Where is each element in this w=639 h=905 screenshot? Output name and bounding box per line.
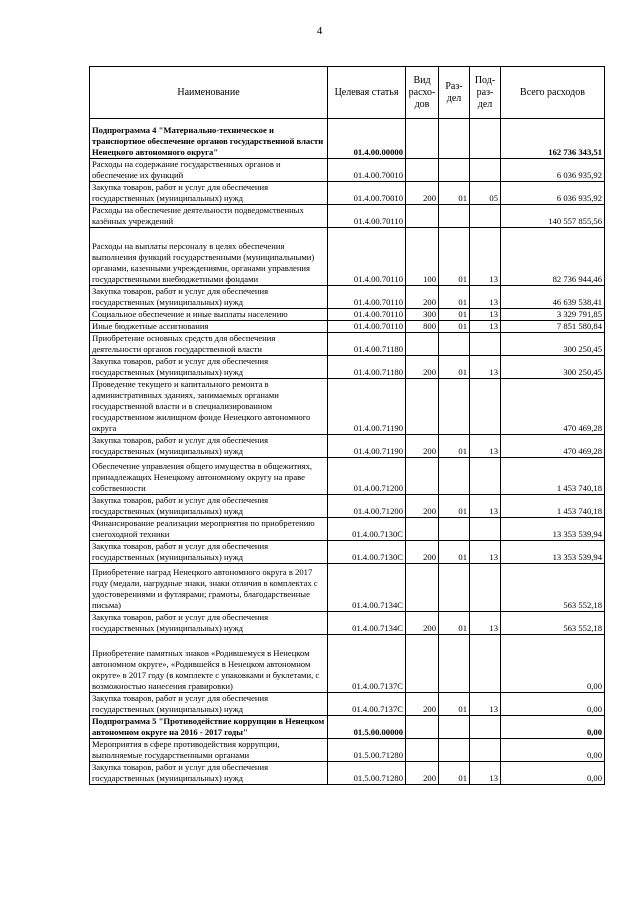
- cell-podrazdel: [470, 518, 501, 541]
- cell-total: 6 036 935,92: [501, 182, 605, 205]
- cell-vid: [406, 518, 439, 541]
- cell-total: 13 353 539,94: [501, 541, 605, 564]
- table-row: [90, 228, 605, 286]
- cell-name: Подпрограмма 5 "Противодействие коррупции в Ненецком автономном округе на 2016 - 2017 годы": [90, 716, 328, 739]
- cell-name: Социальное обеспечение и иные выплаты населению: [90, 309, 328, 321]
- cell-name: Закупка товаров, работ и услуг для обеспечения государственных (муниципальных) нужд: [90, 612, 328, 635]
- cell-vid: [406, 379, 439, 435]
- cell-code: 01.4.00.00000: [328, 119, 406, 159]
- cell-podrazdel: 05: [470, 182, 501, 205]
- cell-podrazdel: [470, 379, 501, 435]
- cell-razdel: [439, 635, 470, 693]
- cell-code: 01.5.00.71280: [328, 739, 406, 762]
- cell-total: 7 851 580,84: [501, 321, 605, 333]
- table-row: [90, 321, 605, 333]
- header-code: Целевая статья: [328, 67, 406, 119]
- cell-vid: [406, 159, 439, 182]
- cell-vid: 200: [406, 693, 439, 716]
- cell-total: 300 250,45: [501, 333, 605, 356]
- cell-code: 01.5.00.71280: [328, 762, 406, 785]
- cell-code: 01.4.00.70110: [328, 321, 406, 333]
- cell-name: Финансирование реализации мероприятия по приобретению снегоходной техники: [90, 518, 328, 541]
- cell-name: Расходы на выплаты персоналу в целях обеспечения выполнения функций государственными (муниципальными) органами, казенными учреждениями, органами управления государственными внебюджетными фондами: [90, 228, 328, 286]
- table-row: [90, 635, 605, 693]
- cell-razdel: 01: [439, 228, 470, 286]
- table-row: [90, 205, 605, 228]
- cell-podrazdel: [470, 119, 501, 159]
- cell-razdel: [439, 379, 470, 435]
- cell-total: 563 552,18: [501, 564, 605, 612]
- cell-name: Закупка товаров, работ и услуг для обеспечения государственных (муниципальных) нужд: [90, 762, 328, 785]
- cell-razdel: [439, 159, 470, 182]
- table-row: [90, 693, 605, 716]
- table-row: [90, 716, 605, 739]
- cell-podrazdel: 13: [470, 435, 501, 458]
- cell-total: 1 453 740,18: [501, 458, 605, 495]
- cell-vid: 100: [406, 228, 439, 286]
- cell-name: Мероприятия в сфере противодействия коррупции, выполняемые государственными органами: [90, 739, 328, 762]
- cell-total: 1 453 740,18: [501, 495, 605, 518]
- cell-code: 01.4.00.71180: [328, 333, 406, 356]
- table-header-row: [90, 67, 605, 119]
- table-row: [90, 541, 605, 564]
- cell-name: Закупка товаров, работ и услуг для обеспечения государственных (муниципальных) нужд: [90, 286, 328, 309]
- cell-vid: [406, 205, 439, 228]
- cell-code: 01.4.00.71190: [328, 379, 406, 435]
- cell-razdel: 01: [439, 612, 470, 635]
- table-row: [90, 119, 605, 159]
- cell-total: 300 250,45: [501, 356, 605, 379]
- cell-code: 01.4.00.71200: [328, 495, 406, 518]
- cell-name: Закупка товаров, работ и услуг для обеспечения государственных (муниципальных) нужд: [90, 356, 328, 379]
- cell-code: 01.4.00.70010: [328, 182, 406, 205]
- cell-total: 140 557 855,56: [501, 205, 605, 228]
- table-row: [90, 518, 605, 541]
- cell-podrazdel: [470, 635, 501, 693]
- cell-podrazdel: [470, 458, 501, 495]
- cell-total: 0,00: [501, 635, 605, 693]
- cell-total: 0,00: [501, 739, 605, 762]
- cell-vid: 200: [406, 495, 439, 518]
- cell-code: 01.4.00.7137С: [328, 635, 406, 693]
- cell-vid: 800: [406, 321, 439, 333]
- cell-name: Подпрограмма 4 "Материально-техническое и транспортное обеспечение органов государственной власти Ненецкого автономного округа": [90, 119, 328, 159]
- cell-code: 01.4.00.71200: [328, 458, 406, 495]
- cell-code: 01.4.00.7137С: [328, 693, 406, 716]
- table-row: [90, 309, 605, 321]
- header-total: Всего расходов: [501, 67, 605, 119]
- table-row: [90, 564, 605, 612]
- cell-name: Приобретение основных средств для обеспечения деятельности органов государственной власти: [90, 333, 328, 356]
- cell-vid: [406, 119, 439, 159]
- cell-razdel: 01: [439, 693, 470, 716]
- cell-name: Расходы на содержание государственных органов и обеспечение их функций: [90, 159, 328, 182]
- cell-name: Проведение текущего и капитального ремонта в административных зданиях, занимаемых органами государственной власти и в специализированном государственном жилищном фонде Ненецкого автономного округа: [90, 379, 328, 435]
- budget-table: [89, 66, 605, 785]
- cell-podrazdel: [470, 564, 501, 612]
- cell-razdel: [439, 333, 470, 356]
- cell-podrazdel: 13: [470, 286, 501, 309]
- table-row: [90, 762, 605, 785]
- cell-name: Расходы на обеспечение деятельности подведомственных казённых учреждений: [90, 205, 328, 228]
- cell-vid: 300: [406, 309, 439, 321]
- cell-vid: 200: [406, 356, 439, 379]
- table-row: [90, 379, 605, 435]
- cell-podrazdel: 13: [470, 693, 501, 716]
- cell-vid: [406, 716, 439, 739]
- cell-razdel: 01: [439, 435, 470, 458]
- cell-total: 563 552,18: [501, 612, 605, 635]
- cell-razdel: 01: [439, 762, 470, 785]
- cell-vid: 200: [406, 435, 439, 458]
- cell-total: 82 736 944,46: [501, 228, 605, 286]
- cell-razdel: [439, 716, 470, 739]
- header-razdel: Раз-дел: [439, 67, 470, 119]
- cell-podrazdel: 13: [470, 321, 501, 333]
- cell-razdel: 01: [439, 541, 470, 564]
- cell-podrazdel: [470, 739, 501, 762]
- cell-total: 470 469,28: [501, 435, 605, 458]
- cell-podrazdel: 13: [470, 309, 501, 321]
- cell-name: Закупка товаров, работ и услуг для обеспечения государственных (муниципальных) нужд: [90, 182, 328, 205]
- table-row: [90, 435, 605, 458]
- cell-razdel: [439, 119, 470, 159]
- cell-razdel: 01: [439, 321, 470, 333]
- header-vid: Вид расхо-дов: [406, 67, 439, 119]
- page-number: 4: [316, 25, 323, 37]
- cell-code: 01.4.00.70010: [328, 159, 406, 182]
- cell-code: 01.5.00.00000: [328, 716, 406, 739]
- cell-name: Приобретение наград Ненецкого автономного округа в 2017 году (медали, нагрудные знаки, знаки отличия в комплектах с удостоверениями и футлярами; грамоты, благодарственные письма): [90, 564, 328, 612]
- cell-podrazdel: 13: [470, 612, 501, 635]
- cell-razdel: 01: [439, 182, 470, 205]
- cell-podrazdel: [470, 716, 501, 739]
- cell-vid: 200: [406, 762, 439, 785]
- cell-razdel: 01: [439, 356, 470, 379]
- table-row: [90, 458, 605, 495]
- cell-name: Закупка товаров, работ и услуг для обеспечения государственных (муниципальных) нужд: [90, 435, 328, 458]
- cell-vid: [406, 333, 439, 356]
- table-row: [90, 739, 605, 762]
- cell-total: 13 353 539,94: [501, 518, 605, 541]
- cell-total: 0,00: [501, 693, 605, 716]
- cell-razdel: 01: [439, 309, 470, 321]
- cell-razdel: [439, 458, 470, 495]
- cell-code: 01.4.00.7130С: [328, 518, 406, 541]
- cell-code: 01.4.00.70110: [328, 309, 406, 321]
- cell-razdel: [439, 205, 470, 228]
- cell-podrazdel: [470, 159, 501, 182]
- table-row: [90, 356, 605, 379]
- cell-vid: [406, 739, 439, 762]
- table-row: [90, 182, 605, 205]
- table-row: [90, 159, 605, 182]
- cell-total: 162 736 343,51: [501, 119, 605, 159]
- header-podrazdel: Под-раз-дел: [470, 67, 501, 119]
- cell-vid: 200: [406, 286, 439, 309]
- cell-razdel: [439, 564, 470, 612]
- cell-code: 01.4.00.70110: [328, 205, 406, 228]
- table-row: [90, 286, 605, 309]
- cell-total: 6 036 935,92: [501, 159, 605, 182]
- cell-name: Закупка товаров, работ и услуг для обеспечения государственных (муниципальных) нужд: [90, 541, 328, 564]
- cell-vid: 200: [406, 612, 439, 635]
- cell-code: 01.4.00.71180: [328, 356, 406, 379]
- cell-total: 46 639 538,41: [501, 286, 605, 309]
- cell-podrazdel: [470, 333, 501, 356]
- cell-razdel: [439, 739, 470, 762]
- cell-code: 01.4.00.7134С: [328, 612, 406, 635]
- cell-podrazdel: 13: [470, 356, 501, 379]
- cell-name: Закупка товаров, работ и услуг для обеспечения государственных (муниципальных) нужд: [90, 693, 328, 716]
- cell-code: 01.4.00.7130С: [328, 541, 406, 564]
- cell-total: 0,00: [501, 716, 605, 739]
- cell-razdel: 01: [439, 495, 470, 518]
- cell-code: 01.4.00.70110: [328, 228, 406, 286]
- cell-name: Обеспечение управления общего имущества в общежитиях, принадлежащих Ненецкому автономному округу на праве собственности: [90, 458, 328, 495]
- cell-vid: 200: [406, 541, 439, 564]
- cell-name: Закупка товаров, работ и услуг для обеспечения государственных (муниципальных) нужд: [90, 495, 328, 518]
- cell-vid: [406, 635, 439, 693]
- cell-code: 01.4.00.71190: [328, 435, 406, 458]
- cell-code: 01.4.00.70110: [328, 286, 406, 309]
- table-row: [90, 495, 605, 518]
- cell-vid: [406, 564, 439, 612]
- table-row: [90, 333, 605, 356]
- cell-podrazdel: 13: [470, 541, 501, 564]
- cell-total: 470 469,28: [501, 379, 605, 435]
- cell-podrazdel: 13: [470, 762, 501, 785]
- cell-podrazdel: [470, 205, 501, 228]
- cell-total: 3 329 791,85: [501, 309, 605, 321]
- cell-name: Приобретение памятных знаков «Родившемуся в Ненецком автономном округе», «Родившейся в Ненецком автономном округе» в 2017 году (в комплекте с упаковками и буклетами, с возможностью нанесения гравировки): [90, 635, 328, 693]
- cell-podrazdel: 13: [470, 495, 501, 518]
- cell-total: 0,00: [501, 762, 605, 785]
- table-row: [90, 612, 605, 635]
- cell-razdel: 01: [439, 286, 470, 309]
- cell-podrazdel: 13: [470, 228, 501, 286]
- cell-razdel: [439, 518, 470, 541]
- header-name: Наименование: [90, 67, 328, 119]
- cell-name: Иные бюджетные ассигнования: [90, 321, 328, 333]
- cell-vid: [406, 458, 439, 495]
- cell-vid: 200: [406, 182, 439, 205]
- cell-code: 01.4.00.7134С: [328, 564, 406, 612]
